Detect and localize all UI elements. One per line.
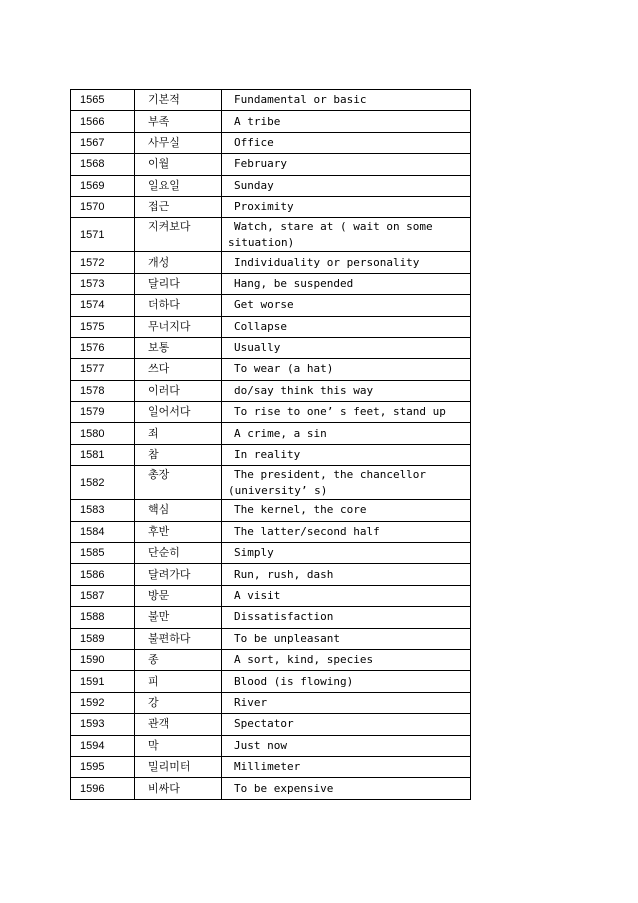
korean-word: 불편하다 xyxy=(135,628,222,649)
korean-word: 달리다 xyxy=(135,273,222,294)
english-meaning: Just now xyxy=(222,735,471,756)
table-row xyxy=(71,132,471,153)
entry-number: 1595 xyxy=(71,756,135,777)
english-meaning: Sunday xyxy=(222,175,471,196)
entry-number: 1576 xyxy=(71,337,135,358)
entry-number: 1592 xyxy=(71,692,135,713)
korean-word: 기본적 xyxy=(135,90,222,111)
english-meaning: Simply xyxy=(222,543,471,564)
table-row xyxy=(71,649,471,670)
entry-number: 1582 xyxy=(71,466,135,500)
korean-word: 단순히 xyxy=(135,543,222,564)
table-row xyxy=(71,196,471,217)
vocabulary-table xyxy=(70,89,471,800)
entry-number: 1570 xyxy=(71,196,135,217)
korean-word: 일요일 xyxy=(135,175,222,196)
table-row xyxy=(71,380,471,401)
english-meaning: Blood (is flowing) xyxy=(222,671,471,692)
korean-word: 총장 xyxy=(135,466,222,500)
korean-word: 더하다 xyxy=(135,295,222,316)
korean-word: 막 xyxy=(135,735,222,756)
entry-number: 1579 xyxy=(71,402,135,423)
english-meaning: Dissatisfaction xyxy=(222,607,471,628)
entry-number: 1589 xyxy=(71,628,135,649)
entry-number: 1596 xyxy=(71,778,135,799)
table-row xyxy=(71,564,471,585)
table-row xyxy=(71,154,471,175)
korean-word: 부족 xyxy=(135,111,222,132)
entry-number: 1569 xyxy=(71,175,135,196)
table-row xyxy=(71,444,471,465)
entry-number: 1581 xyxy=(71,444,135,465)
korean-word: 사무실 xyxy=(135,132,222,153)
korean-word: 죄 xyxy=(135,423,222,444)
table-row xyxy=(71,714,471,735)
english-meaning: Watch, stare at ( wait on some situation) xyxy=(222,218,471,252)
table-row xyxy=(71,423,471,444)
korean-word: 접근 xyxy=(135,196,222,217)
vocabulary-table-body xyxy=(71,90,471,800)
entry-number: 1577 xyxy=(71,359,135,380)
table-row xyxy=(71,90,471,111)
english-meaning: The latter/second half xyxy=(222,521,471,542)
korean-word: 지켜보다 xyxy=(135,218,222,252)
table-row xyxy=(71,607,471,628)
english-meaning: Office xyxy=(222,132,471,153)
entry-number: 1566 xyxy=(71,111,135,132)
table-row xyxy=(71,252,471,273)
korean-word: 밀리미터 xyxy=(135,756,222,777)
table-row xyxy=(71,175,471,196)
table-row xyxy=(71,466,471,500)
table-row xyxy=(71,671,471,692)
table-row xyxy=(71,500,471,521)
entry-number: 1574 xyxy=(71,295,135,316)
korean-word: 강 xyxy=(135,692,222,713)
korean-word: 핵심 xyxy=(135,500,222,521)
english-meaning: River xyxy=(222,692,471,713)
english-meaning: Spectator xyxy=(222,714,471,735)
table-row xyxy=(71,402,471,423)
entry-number: 1572 xyxy=(71,252,135,273)
entry-number: 1567 xyxy=(71,132,135,153)
entry-number: 1586 xyxy=(71,564,135,585)
entry-number: 1593 xyxy=(71,714,135,735)
entry-number: 1583 xyxy=(71,500,135,521)
table-row xyxy=(71,543,471,564)
english-meaning: Hang, be suspended xyxy=(222,273,471,294)
english-meaning: February xyxy=(222,154,471,175)
english-meaning: To be expensive xyxy=(222,778,471,799)
table-row xyxy=(71,337,471,358)
table-row xyxy=(71,218,471,252)
english-meaning: In reality xyxy=(222,444,471,465)
english-meaning: A tribe xyxy=(222,111,471,132)
entry-number: 1580 xyxy=(71,423,135,444)
table-row xyxy=(71,273,471,294)
korean-word: 비싸다 xyxy=(135,778,222,799)
english-meaning: Get worse xyxy=(222,295,471,316)
english-meaning: Millimeter xyxy=(222,756,471,777)
entry-number: 1591 xyxy=(71,671,135,692)
table-row xyxy=(71,295,471,316)
table-row xyxy=(71,628,471,649)
korean-word: 피 xyxy=(135,671,222,692)
english-meaning: Individuality or personality xyxy=(222,252,471,273)
korean-word: 관객 xyxy=(135,714,222,735)
entry-number: 1573 xyxy=(71,273,135,294)
english-meaning: The kernel, the core xyxy=(222,500,471,521)
english-meaning: Run, rush, dash xyxy=(222,564,471,585)
entry-number: 1588 xyxy=(71,607,135,628)
table-row xyxy=(71,521,471,542)
korean-word: 종 xyxy=(135,649,222,670)
entry-number: 1575 xyxy=(71,316,135,337)
english-meaning: To wear (a hat) xyxy=(222,359,471,380)
entry-number: 1590 xyxy=(71,649,135,670)
korean-word: 일어서다 xyxy=(135,402,222,423)
entry-number: 1578 xyxy=(71,380,135,401)
english-meaning: Proximity xyxy=(222,196,471,217)
table-row xyxy=(71,316,471,337)
english-meaning: A sort, kind, species xyxy=(222,649,471,670)
korean-word: 보통 xyxy=(135,337,222,358)
entry-number: 1585 xyxy=(71,543,135,564)
english-meaning: do/say think this way xyxy=(222,380,471,401)
korean-word: 이러다 xyxy=(135,380,222,401)
korean-word: 후반 xyxy=(135,521,222,542)
korean-word: 참 xyxy=(135,444,222,465)
entry-number: 1571 xyxy=(71,218,135,252)
english-meaning: A visit xyxy=(222,585,471,606)
entry-number: 1594 xyxy=(71,735,135,756)
english-meaning: To rise to one’ s feet, stand up xyxy=(222,402,471,423)
entry-number: 1587 xyxy=(71,585,135,606)
korean-word: 쓰다 xyxy=(135,359,222,380)
english-meaning: Collapse xyxy=(222,316,471,337)
entry-number: 1568 xyxy=(71,154,135,175)
english-meaning: The president, the chancellor (university’ s) xyxy=(222,466,471,500)
english-meaning: A crime, a sin xyxy=(222,423,471,444)
korean-word: 달려가다 xyxy=(135,564,222,585)
english-meaning: Fundamental or basic xyxy=(222,90,471,111)
table-row xyxy=(71,585,471,606)
entry-number: 1584 xyxy=(71,521,135,542)
entry-number: 1565 xyxy=(71,90,135,111)
korean-word: 불만 xyxy=(135,607,222,628)
english-meaning: To be unpleasant xyxy=(222,628,471,649)
table-row xyxy=(71,692,471,713)
table-row xyxy=(71,359,471,380)
korean-word: 무너지다 xyxy=(135,316,222,337)
korean-word: 방문 xyxy=(135,585,222,606)
english-meaning: Usually xyxy=(222,337,471,358)
korean-word: 개성 xyxy=(135,252,222,273)
korean-word: 이월 xyxy=(135,154,222,175)
table-row xyxy=(71,735,471,756)
table-row xyxy=(71,778,471,799)
table-row xyxy=(71,756,471,777)
table-row xyxy=(71,111,471,132)
